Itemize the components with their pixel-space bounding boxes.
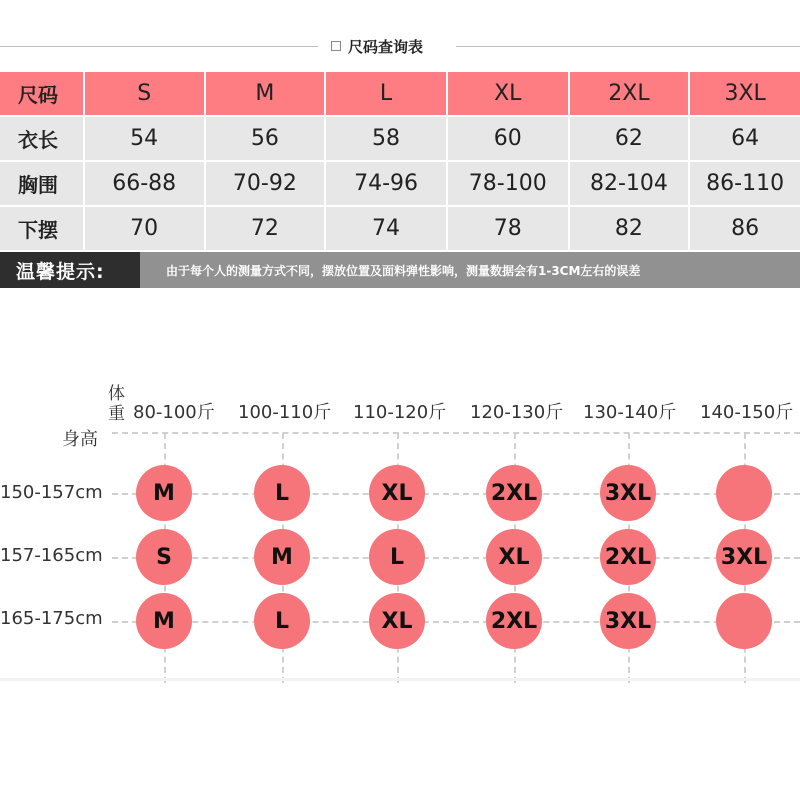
table-cell: 74 bbox=[326, 207, 446, 250]
page-title: 尺码查询表 bbox=[348, 38, 424, 56]
size-badge: XL bbox=[369, 465, 425, 521]
table-cell: 78-100 bbox=[448, 162, 568, 205]
table-cell: 82-104 bbox=[570, 162, 689, 205]
table-cell: 62 bbox=[570, 117, 689, 160]
size-badge: M bbox=[136, 465, 192, 521]
size-badge bbox=[716, 465, 772, 521]
table-cell: 74-96 bbox=[326, 162, 446, 205]
grid-line bbox=[112, 493, 800, 495]
size-badge: XL bbox=[486, 529, 542, 585]
size-badge: 3XL bbox=[716, 529, 772, 585]
size-badge: 2XL bbox=[600, 529, 656, 585]
table-cell: 82 bbox=[570, 207, 689, 250]
height-row-label: 157-165cm bbox=[0, 545, 103, 566]
table-cell: 86-110 bbox=[690, 162, 800, 205]
header-cell: L bbox=[326, 72, 446, 115]
divider bbox=[0, 678, 800, 681]
square-icon bbox=[331, 41, 341, 51]
table-cell: 60 bbox=[448, 117, 568, 160]
weight-column-label: 120-130斤 bbox=[470, 402, 564, 423]
header-cell: 2XL bbox=[570, 72, 689, 115]
table-row bbox=[0, 117, 800, 160]
size-badge: 2XL bbox=[486, 593, 542, 649]
size-badge: L bbox=[254, 593, 310, 649]
table-cell: 70 bbox=[85, 207, 204, 250]
table-cell: 56 bbox=[206, 117, 325, 160]
row-label: 胸围 bbox=[0, 162, 83, 205]
size-badge: 2XL bbox=[486, 465, 542, 521]
weight-column-label: 140-150斤 bbox=[700, 402, 794, 423]
weight-axis-label: 体 bbox=[108, 384, 125, 404]
table-cell: 70-92 bbox=[206, 162, 325, 205]
weight-column-label: 130-140斤 bbox=[583, 402, 677, 423]
size-badge: 3XL bbox=[600, 593, 656, 649]
size-recommendation-chart bbox=[0, 375, 800, 685]
height-row-label: 150-157cm bbox=[0, 482, 103, 503]
weight-column-label: 80-100斤 bbox=[133, 402, 215, 423]
header-divider-left bbox=[0, 46, 318, 47]
row-label: 衣长 bbox=[0, 117, 83, 160]
size-badge: M bbox=[136, 593, 192, 649]
row-label: 下摆 bbox=[0, 207, 83, 250]
tip-label: 温馨提示: bbox=[0, 252, 140, 288]
weight-column-label: 110-120斤 bbox=[353, 402, 447, 423]
height-axis-label: 身高 bbox=[62, 429, 98, 450]
table-row bbox=[0, 162, 800, 205]
table-cell: 64 bbox=[690, 117, 800, 160]
tip-bar bbox=[0, 252, 800, 288]
header-cell: 尺码 bbox=[0, 72, 83, 115]
table-cell: 58 bbox=[326, 117, 446, 160]
size-badge bbox=[716, 593, 772, 649]
table-cell: 86 bbox=[690, 207, 800, 250]
grid-line bbox=[112, 621, 800, 623]
size-badge: S bbox=[136, 529, 192, 585]
size-badge: L bbox=[254, 465, 310, 521]
header-cell: XL bbox=[448, 72, 568, 115]
size-badge: M bbox=[254, 529, 310, 585]
header-cell: S bbox=[85, 72, 204, 115]
header-divider-right bbox=[456, 46, 800, 47]
table-cell: 72 bbox=[206, 207, 325, 250]
size-table bbox=[0, 72, 800, 252]
size-table-header-row bbox=[0, 72, 800, 115]
header-cell: M bbox=[206, 72, 325, 115]
table-cell: 78 bbox=[448, 207, 568, 250]
table-row bbox=[0, 207, 800, 250]
table-cell: 54 bbox=[85, 117, 204, 160]
grid-line bbox=[112, 432, 800, 434]
size-badge: L bbox=[369, 529, 425, 585]
height-row-label: 165-175cm bbox=[0, 608, 103, 629]
size-badge: XL bbox=[369, 593, 425, 649]
table-cell: 66-88 bbox=[85, 162, 204, 205]
size-badge: 3XL bbox=[600, 465, 656, 521]
tip-text: 由于每个人的测量方式不同，摆放位置及面料弹性影响，测量数据会有1-3CM左右的误差 bbox=[140, 252, 800, 288]
weight-column-label: 100-110斤 bbox=[238, 402, 332, 423]
weight-axis-label: 重 bbox=[108, 404, 125, 424]
grid-line bbox=[112, 557, 800, 559]
header-cell: 3XL bbox=[690, 72, 800, 115]
